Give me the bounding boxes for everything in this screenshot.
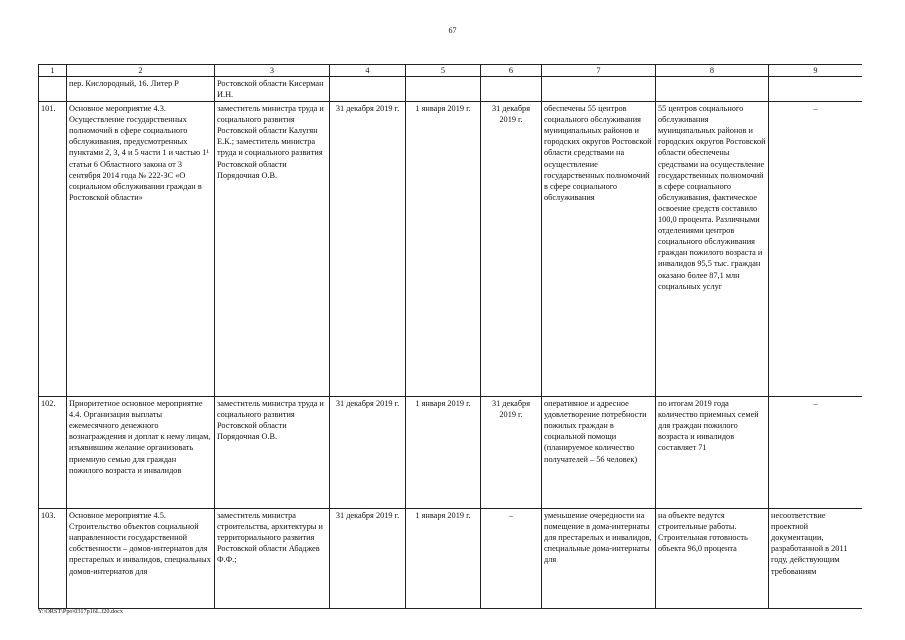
actual-result-cell: 55 центров социального обслуживания муниципальных районов и городских округов Ростовской области обеспечены средствами на осуществление государственных полномочий в сфере социального обслуживания, фактическое освоение средств составило 100,0 процента. Различными отделениями центров социального обслуживания граждан пожилого возраста и инвалидов 95,5 тыс. граждан оказано более 87,1 млн социальных услуг bbox=[656, 102, 769, 397]
report-table bbox=[38, 64, 862, 609]
reasons-cell: – bbox=[769, 397, 863, 509]
table-cell bbox=[39, 77, 67, 102]
table-row bbox=[39, 397, 863, 509]
actual-start-cell: 1 января 2019 г. bbox=[406, 509, 481, 609]
table-row bbox=[39, 509, 863, 609]
document-file-path: Y:\ORST\Ppo\0317p16L.f20.docx bbox=[38, 608, 124, 615]
measure-cell: Основное мероприятие 4.3. Осуществление государственных полномочий в сфере социального обслуживания, предусмотренных пунктами 2, 3, 4 и 5 части 1 и частью 1¹ статьи 6 Областного закона от 3 сентября 2014 года № 222-ЗС «О социальном обслуживании граждан в Ростовской области» bbox=[67, 102, 215, 397]
planned-result-cell: обеспечены 55 центров социального обслуживания муниципальных районов и городских округов Ростовской области средствами на осуществление государственных полномочий в сфере социального обслуживания bbox=[542, 102, 656, 397]
planned-result-cell: оперативное и адресное удовлетворение потребности пожилых граждан в социальной помощи (планируемое количество получателей – 56 человек) bbox=[542, 397, 656, 509]
responsible-cell: заместитель министра труда и социального развития Ростовской области Порядочная О.В. bbox=[215, 397, 330, 509]
actual-start-cell: 1 января 2019 г. bbox=[406, 102, 481, 397]
planned-result-cell: уменьшение очередности на помещение в дома-интернаты для престарелых и инвалидов, специальные дома-интернаты для bbox=[542, 509, 656, 609]
column-header: 1 bbox=[39, 65, 67, 77]
responsible-cell: заместитель министра строительства, архитектуры и территориального развития Ростовской области Абаджев Ф.Ф.; bbox=[215, 509, 330, 609]
table-row bbox=[39, 102, 863, 397]
actual-result-cell: по итогам 2019 года количество приемных семей для граждан пожилого возраста и инвалидов составляет 71 bbox=[656, 397, 769, 509]
row-number: 102. bbox=[39, 397, 67, 509]
row-number: 101. bbox=[39, 102, 67, 397]
actual-result-cell: на объекте ведутся строительные работы. Строительная готовность объекта 96,0 процента bbox=[656, 509, 769, 609]
responsible-cell: заместитель министра труда и социального развития Ростовской области Калугян Е.К.; заместитель министра труда и социального развития Ростовской области Порядочная О.В. bbox=[215, 102, 330, 397]
measure-cell: Приоритетное основное мероприятие 4.4. Организация выплаты ежемесячного денежного вознаграждения и доплат к нему лицам, изъявившим желание организовать приемную семью для граждан пожилого возраста и инвалидов bbox=[67, 397, 215, 509]
table-cell bbox=[330, 77, 406, 102]
table-cell: пер. Кислородный, 16. Литер Р bbox=[67, 77, 215, 102]
table-cell bbox=[406, 77, 481, 102]
table-cell bbox=[656, 77, 769, 102]
actual-end-cell: 31 декабря 2019 г. bbox=[481, 102, 542, 397]
column-header: 8 bbox=[656, 65, 769, 77]
planned-end-cell: 31 декабря 2019 г. bbox=[330, 102, 406, 397]
table-cell bbox=[481, 77, 542, 102]
report-table-container bbox=[38, 64, 862, 609]
column-header: 6 bbox=[481, 65, 542, 77]
reasons-cell: – bbox=[769, 102, 863, 397]
column-header: 2 bbox=[67, 65, 215, 77]
column-header: 3 bbox=[215, 65, 330, 77]
row-number: 103. bbox=[39, 509, 67, 609]
table-cell bbox=[542, 77, 656, 102]
column-header: 9 bbox=[769, 65, 863, 77]
measure-cell: Основное мероприятие 4.5. Строительство объектов социальной направленности государственной собственности – домов-интернатов для престарелых и инвалидов, специальных домов-интернатов для bbox=[67, 509, 215, 609]
column-header: 5 bbox=[406, 65, 481, 77]
header-row bbox=[39, 65, 863, 77]
table-row-continued bbox=[39, 77, 863, 102]
actual-end-cell: – bbox=[481, 509, 542, 609]
table-cell bbox=[769, 77, 863, 102]
planned-end-cell: 31 декабря 2019 г. bbox=[330, 397, 406, 509]
actual-end-cell: 31 декабря 2019 г. bbox=[481, 397, 542, 509]
column-header: 7 bbox=[542, 65, 656, 77]
reasons-cell: несоответствие проектной документации, разработанной в 2011 году, действующим требованиям bbox=[769, 509, 863, 609]
column-header: 4 bbox=[330, 65, 406, 77]
actual-start-cell: 1 января 2019 г. bbox=[406, 397, 481, 509]
page-number: 67 bbox=[448, 26, 457, 35]
planned-end-cell: 31 декабря 2019 г. bbox=[330, 509, 406, 609]
table-cell: Ростовской области Кисерман И.Н. bbox=[215, 77, 330, 102]
